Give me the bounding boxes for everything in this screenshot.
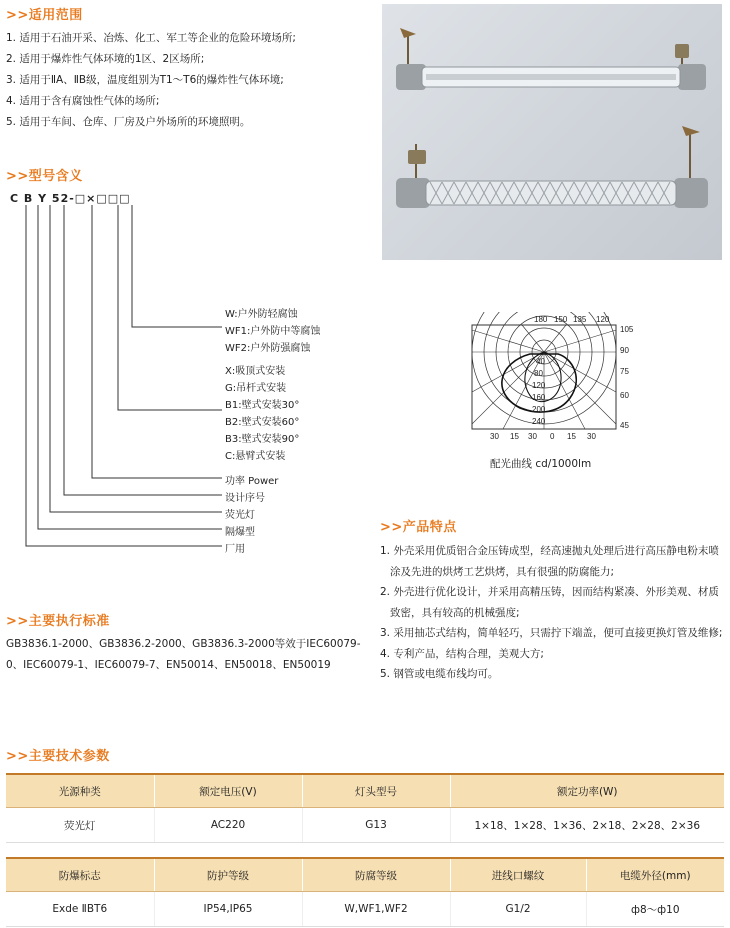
polar-bottom-tick: 0 [550, 432, 555, 441]
list-item: 1. 外壳采用优质铝合金压铸成型，经高速抛丸处理后进行高压静电粉末喷涂及先进的烘烤工艺烘烤，具有很强的防腐能力; [380, 545, 719, 578]
spec-table-2 [6, 857, 724, 927]
polar-bottom-tick: 30 [528, 432, 537, 441]
scope-title: >>适用范围 [6, 8, 83, 23]
table-cell: Exde ⅡBT6 [6, 892, 154, 927]
model-label-flameproof: 隔爆型 [225, 527, 255, 538]
model-label-fluorescent: 荧光灯 [225, 510, 255, 521]
table-header: 额定功率(W) [450, 774, 724, 808]
polar-radial-tick: 240 [532, 417, 546, 426]
list-item: 5. 钢管或电缆布线均可。 [380, 668, 499, 680]
model-label-x: X:吸顶式安装 [225, 366, 286, 377]
model-label-w: W:户外防轻腐蚀 [225, 309, 298, 320]
table-header: 额定电压(V) [154, 774, 302, 808]
polar-top-tick: 180 [534, 315, 548, 324]
polar-radial-tick: 40 [536, 357, 545, 366]
model-label-b2: B2:壁式安装60° [225, 417, 300, 428]
list-item: 3. 采用抽芯式结构，简单轻巧，只需拧下端盖，便可直接更换灯管及维修; [380, 627, 723, 639]
polar-top-tick: 135 [573, 315, 587, 324]
table-cell: AC220 [154, 808, 302, 843]
table-header-row [6, 858, 724, 892]
model-label-b3: B3:壁式安装90° [225, 434, 300, 445]
table-row [6, 808, 724, 843]
table-header: 进线口螺纹 [450, 858, 586, 892]
polar-radial-tick: 200 [532, 405, 546, 414]
model-code: C B Y 52-□×□□□ [10, 192, 131, 205]
standards-text: GB3836.1-2000、GB3836.2-2000、GB3836.3-2000等效于IEC60079-0、IEC60079-1、IEC60079-7、EN50014、EN50018、EN50019 [6, 638, 361, 671]
table-cell: W,WF1,WF2 [302, 892, 450, 927]
table-cell: ф8～ф10 [586, 892, 724, 927]
polar-right-tick: 105 [620, 325, 634, 334]
spec-table-1 [6, 773, 724, 843]
table-cell: IP54,IP65 [154, 892, 302, 927]
table-header: 灯头型号 [302, 774, 450, 808]
polar-radial-tick: 80 [534, 369, 543, 378]
table-header: 防爆标志 [6, 858, 154, 892]
list-item: 1. 适用于石油开采、冶炼、化工、军工等企业的危险环境场所; [6, 32, 296, 44]
features-list [380, 541, 724, 685]
polar-top-tick: 120 [596, 315, 610, 324]
polar-bottom-tick: 15 [567, 432, 576, 441]
list-item: 4. 专利产品，结构合理，美观大方; [380, 647, 544, 660]
model-label-design-no: 设计序号 [225, 493, 265, 504]
polar-right-tick: 60 [620, 391, 629, 400]
model-bracket-lines [0, 0, 380, 560]
polar-bottom-tick: 30 [587, 432, 596, 441]
table-cell: G1/2 [450, 892, 586, 927]
polar-caption: 配光曲线 cd/1000lm [490, 458, 592, 470]
polar-distribution-diagram [460, 312, 640, 444]
polar-right-tick: 45 [620, 421, 629, 430]
model-label-power: 功率 Power [225, 476, 279, 487]
params-title: >>主要技术参数 [6, 749, 110, 764]
polar-bottom-tick: 15 [510, 432, 519, 441]
model-label-wf2: WF2:户外防强腐蚀 [225, 343, 311, 354]
list-item: 4. 适用于含有腐蚀性气体的场所; [6, 95, 160, 107]
table-header: 防护等级 [154, 858, 302, 892]
list-item: 2. 外壳进行优化设计，并采用高精压铸，因而结构紧凑、外形美观、材质致密，具有较高的机械强度; [380, 586, 719, 619]
model-label-c: C:悬臂式安装 [225, 451, 286, 462]
polar-bottom-tick: 30 [490, 432, 499, 441]
polar-radial-tick: 120 [532, 381, 546, 390]
list-item: 2. 适用于爆炸性气体环境的1区、2区场所; [6, 53, 205, 65]
polar-right-tick: 75 [620, 367, 629, 376]
model-label-g: G:吊杆式安装 [225, 383, 287, 394]
standards-title: >>主要执行标准 [6, 614, 110, 629]
table-header: 防腐等级 [302, 858, 450, 892]
table-header: 光源种类 [6, 774, 154, 808]
model-label-factory: 厂用 [225, 544, 245, 555]
list-item: 3. 适用于ⅡA、ⅡB级，温度组别为T1～T6的爆炸性气体环境; [6, 74, 284, 86]
model-label-b1: B1:壁式安装30° [225, 400, 300, 411]
model-title: >>型号含义 [6, 169, 83, 184]
table-cell: 荧光灯 [6, 808, 154, 843]
table-row [6, 892, 724, 927]
list-item: 5. 适用于车间、仓库、厂房及户外场所的环境照明。 [6, 116, 251, 128]
model-label-wf1: WF1:户外防中等腐蚀 [225, 326, 321, 337]
polar-radial-tick: 160 [532, 393, 546, 402]
polar-right-tick: 90 [620, 346, 629, 355]
product-photo [382, 4, 722, 260]
table-cell: 1×18、1×28、1×36、2×18、2×28、2×36 [450, 808, 724, 843]
table-cell: G13 [302, 808, 450, 843]
table-header: 电缆外径(mm) [586, 858, 724, 892]
table-header-row [6, 774, 724, 808]
polar-top-tick: 150 [554, 315, 568, 324]
fluorescent-lamp-illustration [382, 4, 722, 260]
features-title: >>产品特点 [380, 520, 457, 535]
